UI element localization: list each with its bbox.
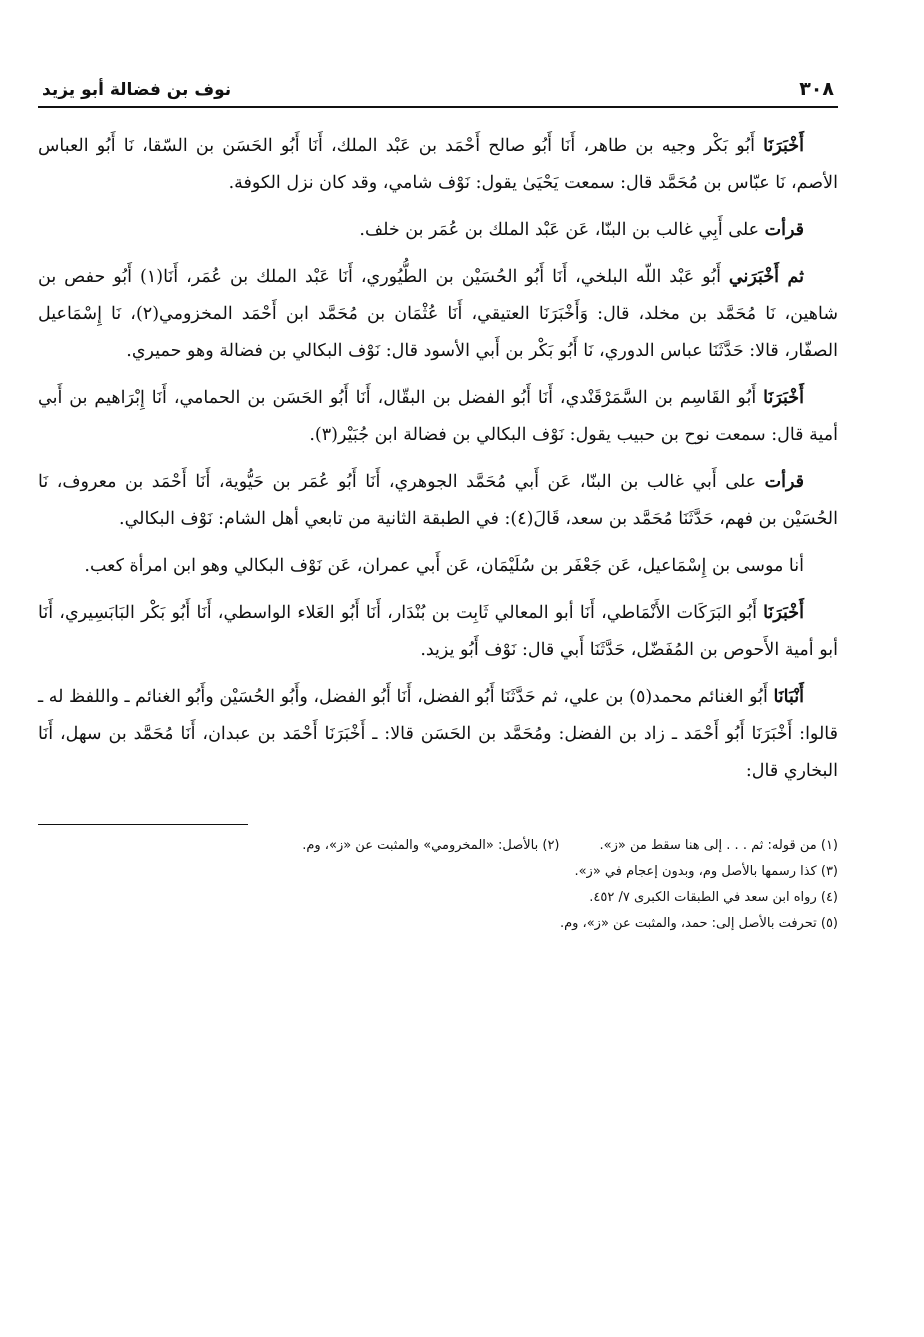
footnote-row: [38, 833, 838, 859]
paragraph-lead: أَنْبَانَا: [773, 687, 804, 707]
paragraph: [38, 464, 838, 538]
body-text: [38, 128, 838, 790]
footnote-2: (٢) بالأصل: «المخرومي» والمثبت عن «ز»، وم.: [302, 838, 560, 853]
paragraph-text: أنا موسى بن إِسْمَاعيل، عَن جَعْفَر بن سُلَيْمَان، عَن أَبي عمران، عَن نَوْف البكالي وهو ابن امرأة كعب.: [84, 556, 804, 576]
paragraph: [38, 259, 838, 370]
paragraph-lead: أَخْبَرَنَا: [763, 136, 804, 156]
footnote-3: (٣) كذا رسمها بالأصل وم، وبدون إعجام في «ز».: [574, 864, 838, 879]
paragraph-lead: أَخْبَرَنَا: [763, 388, 804, 408]
paragraph-text: أَبُو القَاسِم بن السَّمَرْقَنْدي، أَنَا أَبُو الفضل بن البقّال، أَنَا أَبُو الحَسَن بن الحمامي، أَنَا إِبْرَاهيم بن أَبي أمية قال: سمعت نوح بن حبيب يقول: نَوْف البكالي بن فضالة ابن جُبَيْر(٣).: [38, 388, 838, 445]
footnote-1: (١) من قوله: ثم . . . إلى هنا سقط من «ز».: [599, 838, 838, 853]
paragraph: [38, 679, 838, 790]
paragraph-text: على أَبي غالب بن البنّا، عَن أَبي مُحَمَّد الجوهري، أَنَا أَبُو عُمَر بن حَيُّوية، أَنَا أَحْمَد بن معروف، نَا الحُسَيْن بن فهم، حَدَّثَنَا مُحَمَّد بن سعد، قَالَ(٤): في الطبقة الثانية من تابعي أهل الشام: نَوْف البكالي.: [38, 472, 838, 529]
document-page: [38, 78, 838, 937]
paragraph-text: على أَبِي غالب بن البنّا، عَن عَبْد الملك بن عُمَر بن خلف.: [359, 220, 765, 240]
page-header: [38, 78, 838, 108]
footnotes: [38, 833, 838, 937]
footnote-5: (٥) تحرفت بالأصل إلى: حمد، والمثبت عن «ز»، وم.: [559, 916, 838, 931]
paragraph-lead: قرأت: [764, 472, 804, 492]
paragraph: [38, 128, 838, 202]
running-title: نوف بن فضالة أبو يزيد: [42, 80, 232, 100]
paragraph-text: أَبُو بَكْر وجيه بن طاهر، أَنَا أَبُو صالح أَحْمَد بن عَبْد الملك، أَنَا أَبُو الحَسَن بن السّقا، نَا أَبُو العباس الأصم، نَا عبّاس بن مُحَمَّد قال: سمعت يَحْيَىٰ يقول: نَوْف شامي، وقد كان نزل الكوفة.: [38, 136, 838, 193]
paragraph-lead: قرأت: [764, 220, 804, 240]
paragraph-lead: ثم أَخْبَرَني: [728, 267, 805, 287]
paragraph-text: أَبُو عَبْد اللّه البلخي، أَنَا أَبُو الحُسَيْن بن الطُّيُوري، أَنَا عَبْد الملك بن عُمَر، أَنَا(١) أَبُو حفص بن شاهين، نَا مُحَمَّد بن مخلد، قال: وَأَخْبَرَنَا العتيقي، أَنَا عُثْمَان بن مُحَمَّد ابن أَحْمَد المخزومي(٢)، نَا إِسْمَاعيل الصفّار، قالا: حَدَّثَنَا عباس الدوري، نَا أَبُو بَكْر بن أَبي الأسود قال: نَوْف البكالي بن فضالة وهو حميري.: [38, 267, 838, 361]
paragraph-text: أَبُو الغنائم محمد(٥) بن علي، ثم حَدَّثَنَا أَبُو الفضل، أَنَا أَبُو الفضل، وأَبُو الحُسَيْن وأَبُو الغنائم ـ واللفظ له ـ قالوا: أَخْبَرَنَا أَبُو أَحْمَد ـ زاد بن الفضل: ومُحَمَّد بن الحَسَن قالا: ـ أَخْبَرَنَا أَحْمَد بن عبدان، أَنَا مُحَمَّد بن سهل، أَنَا البخاري قال:: [38, 687, 838, 781]
paragraph-lead: أَخْبَرَنَا: [763, 603, 804, 623]
paragraph: [38, 595, 838, 669]
paragraph: [38, 380, 838, 454]
paragraph-text: أَبُو البَرَكَات الأَنْمَاطي، أَنَا أبو المعالي ثَابِت بن بُنْدَار، أَنَا أَبُو العَلاء الواسطي، أَنَا أَبُو بَكْر البَابَسِيري، أَنَا أبو أمية الأَحوص بن المُفَضّل، حَدَّثَنَا أَبي قال: نَوْف أَبُو يزيد.: [38, 603, 838, 660]
footnote-4: (٤) رواه ابن سعد في الطبقات الكبرى ٧/ ٤٥٢.: [589, 890, 838, 905]
paragraph: [38, 548, 838, 585]
paragraph: [38, 212, 838, 249]
footnote-divider: [38, 824, 248, 825]
page-number: ٣٠٨: [799, 78, 834, 100]
